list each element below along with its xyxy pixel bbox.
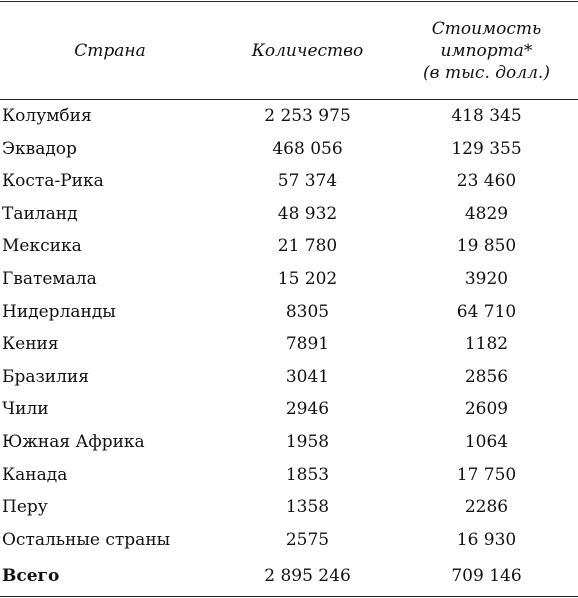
country-cell: Перу xyxy=(2,497,48,518)
table-row xyxy=(0,425,578,458)
table-row xyxy=(0,295,578,328)
table-row xyxy=(0,523,578,556)
country-cell: Чили xyxy=(2,399,49,420)
total-row xyxy=(0,555,578,589)
country-cell: Колумбия xyxy=(2,106,92,126)
value-cell: 418 345 xyxy=(451,106,522,126)
value-cell: 19 850 xyxy=(456,236,517,257)
total-label: Всего xyxy=(2,566,60,587)
quantity-cell: 1358 xyxy=(285,497,330,518)
country-cell: Кения xyxy=(2,334,59,355)
total-quantity: 2 895 246 xyxy=(264,566,351,587)
value-cell: 2856 xyxy=(464,366,509,387)
value-cell: 64 710 xyxy=(456,301,517,322)
column-header-value xyxy=(395,2,578,99)
table-body xyxy=(0,99,578,589)
quantity-cell: 15 202 xyxy=(277,268,338,289)
country-cell: Таиланд xyxy=(2,203,78,224)
value-cell: 3920 xyxy=(464,268,509,289)
quantity-cell: 3041 xyxy=(285,366,330,387)
value-cell: 4829 xyxy=(464,203,509,224)
table-row xyxy=(0,132,578,165)
total-value: 709 146 xyxy=(451,566,522,587)
country-cell: Коста-Рика xyxy=(2,171,104,192)
quantity-cell: 2575 xyxy=(285,529,330,550)
table-row xyxy=(0,327,578,360)
table-row xyxy=(0,164,578,197)
quantity-cell: 2 253 975 xyxy=(264,106,351,126)
quantity-cell: 57 374 xyxy=(277,171,338,192)
value-cell: 16 930 xyxy=(456,529,517,550)
quantity-cell: 48 932 xyxy=(277,203,338,224)
table-row xyxy=(0,262,578,295)
quantity-cell: 468 056 xyxy=(272,138,343,159)
value-cell: 129 355 xyxy=(451,138,522,159)
table-bottom-rule xyxy=(0,596,578,597)
column-header-country-label: Страна xyxy=(74,40,146,61)
country-cell: Канада xyxy=(2,464,68,485)
quantity-cell: 1853 xyxy=(285,464,330,485)
country-cell: Мексика xyxy=(2,236,82,257)
table-row xyxy=(0,458,578,491)
table-row xyxy=(0,490,578,523)
value-cell: 1064 xyxy=(464,431,509,452)
country-cell: Эквадор xyxy=(2,138,77,159)
quantity-cell: 21 780 xyxy=(277,236,338,257)
value-cell: 23 460 xyxy=(456,171,517,192)
table-row xyxy=(0,360,578,393)
country-cell: Бразилия xyxy=(2,366,89,387)
column-header-value-label: Стоимость импорта* (в тыс. долл.) xyxy=(423,18,550,83)
country-cell: Гватемала xyxy=(2,268,97,289)
column-header-quantity-label: Количество xyxy=(251,40,364,61)
value-cell: 2286 xyxy=(464,497,509,518)
table-row xyxy=(0,229,578,262)
quantity-cell: 2946 xyxy=(285,399,330,420)
country-cell: Нидерланды xyxy=(2,301,116,322)
country-cell: Южная Африка xyxy=(2,431,145,452)
column-header-country xyxy=(0,2,220,99)
table-row xyxy=(0,197,578,230)
value-cell: 2609 xyxy=(464,399,509,420)
table-row xyxy=(0,392,578,425)
quantity-cell: 1958 xyxy=(285,431,330,452)
table-row xyxy=(0,99,578,132)
value-cell: 1182 xyxy=(464,334,509,355)
quantity-cell: 7891 xyxy=(285,334,330,355)
column-header-quantity xyxy=(220,2,395,99)
quantity-cell: 8305 xyxy=(285,301,330,322)
value-cell: 17 750 xyxy=(456,464,517,485)
country-cell: Остальные страны xyxy=(2,529,171,550)
